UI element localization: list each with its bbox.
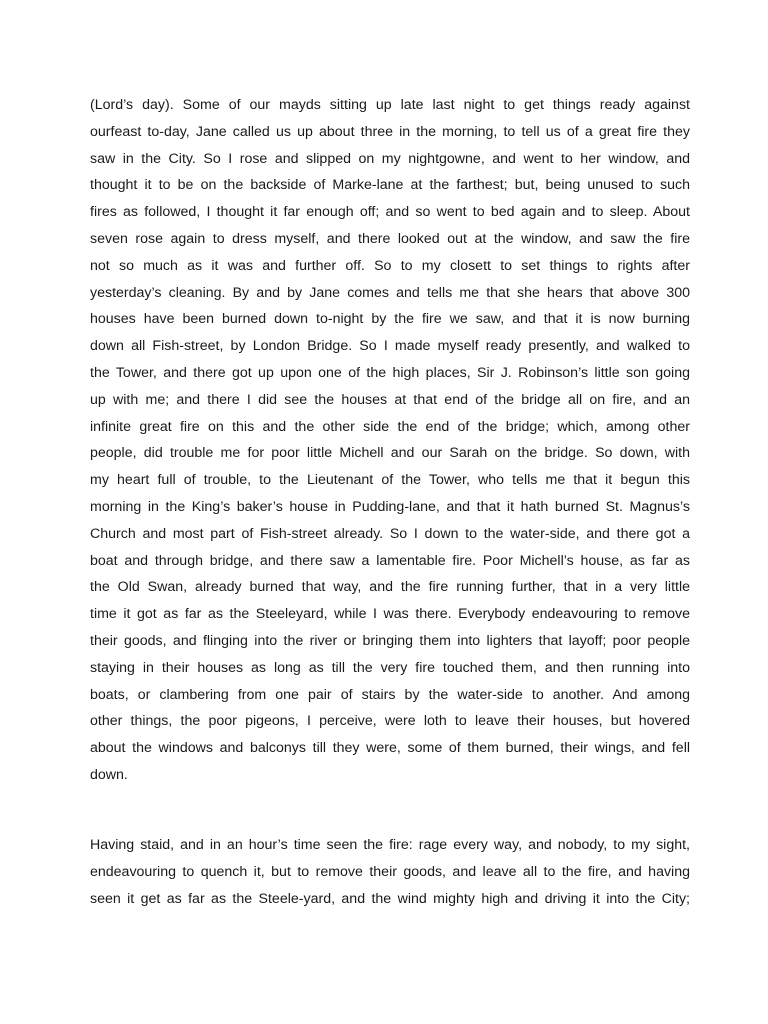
- paragraph-2: [90, 832, 690, 912]
- text-line: my heart full of trouble, to the Lieutenant of the Tower, who tells me that it begun this: [90, 472, 690, 489]
- text-line: people, did trouble me for poor little Michell and our Sarah on the bridge. So down, with: [90, 445, 690, 462]
- text-line: morning in the King’s baker’s house in Pudding-lane, and that it hath burned St. Magnus’s: [90, 498, 690, 515]
- paragraph-1: [90, 92, 690, 789]
- text-line: not so much as it was and further off. So to my closett to set things to rights after: [90, 257, 690, 274]
- text-line: endeavouring to quench it, but to remove their goods, and leave all to the fire, and having: [90, 863, 690, 880]
- text-line: down all Fish-street, by London Bridge. So I made myself ready presently, and walked to: [90, 338, 690, 355]
- text-line: ourfeast to-day, Jane called us up about three in the morning, to tell us of a great fire they: [90, 123, 690, 140]
- text-line: Church and most part of Fish-street already. So I down to the water-side, and there got a: [90, 525, 690, 542]
- text-line: fires as followed, I thought it far enough off; and so went to bed again and to sleep. About: [90, 204, 690, 221]
- text-line: seen it get as far as the Steele-yard, and the wind mighty high and driving it into the City;: [90, 890, 690, 907]
- text-line: the Old Swan, already burned that way, and the fire running further, that in a very little: [90, 579, 690, 596]
- text-line: up with me; and there I did see the houses at that end of the bridge all on fire, and an: [90, 391, 690, 408]
- text-line: down.: [90, 766, 128, 783]
- text-line: time it got as far as the Steeleyard, while I was there. Everybody endeavouring to remove: [90, 606, 690, 623]
- text-line: seven rose again to dress myself, and there looked out at the window, and saw the fire: [90, 230, 690, 247]
- text-line: staying in their houses as long as till the very fire touched them, and then running into: [90, 659, 690, 676]
- text-line: their goods, and flinging into the river or bringing them into lighters that layoff; poor people: [90, 632, 690, 649]
- text-line: boat and through bridge, and there saw a lamentable fire. Poor Michell’s house, as far as: [90, 552, 690, 569]
- text-line: Having staid, and in an hour’s time seen the fire: rage every way, and nobody, to my sight,: [90, 837, 690, 853]
- text-line: the Tower, and there got up upon one of the high places, Sir J. Robinson’s little son going: [90, 364, 690, 381]
- text-line: houses have been burned down to-night by the fire we saw, and that it is now burning: [90, 311, 690, 328]
- text-line: saw in the City. So I rose and slipped on my nightgowne, and went to her window, and: [90, 150, 690, 167]
- text-line: thought it to be on the backside of Marke-lane at the farthest; but, being unused to such: [90, 177, 690, 194]
- text-line: infinite great fire on this and the other side the end of the bridge; which, among other: [90, 418, 690, 435]
- text-line: yesterday’s cleaning. By and by Jane comes and tells me that she hears that above 300: [90, 284, 690, 301]
- text-line: (Lord’s day). Some of our mayds sitting up late last night to get things ready against: [90, 97, 690, 113]
- text-line: other things, the poor pigeons, I perceive, were loth to leave their houses, but hovered: [90, 713, 690, 730]
- text-line: about the windows and balconys till they were, some of them burned, their wings, and fell: [90, 740, 690, 757]
- text-line: boats, or clambering from one pair of stairs by the water-side to another. And among: [90, 686, 690, 703]
